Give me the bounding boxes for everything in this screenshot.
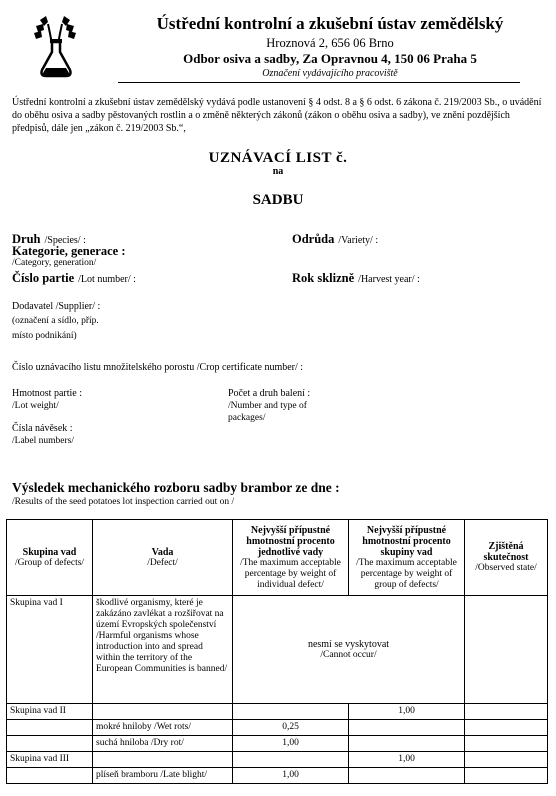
group3-observed[interactable] <box>465 752 548 768</box>
field-variety <box>292 230 378 248</box>
field-variety-label: Odrůda <box>292 232 335 246</box>
header-group-max-cz: Nejvyšší přípustné hmotnostní procento skupiny vad <box>362 524 451 558</box>
group2-label: Skupina vad II <box>7 704 93 720</box>
document-subject: SADBU <box>252 192 304 208</box>
table-row <box>7 768 548 784</box>
field-packages-label: Počet a druh balení : <box>228 388 311 399</box>
dry-rot-group-max <box>349 736 465 752</box>
issuer-note: Označení vydávajícího pracoviště <box>262 68 398 79</box>
late-blight-group <box>7 768 93 784</box>
wet-rot-group-max <box>349 720 465 736</box>
field-lot-number <box>12 269 136 287</box>
institute-logo-icon <box>26 12 86 82</box>
table-header-row <box>7 520 548 596</box>
table-row <box>7 720 548 736</box>
field-species-en: /Species/ : <box>44 235 86 246</box>
field-label-numbers-label: Čísla návěsek : <box>12 423 73 434</box>
group1-defect-cz: škodlivé organismy, které je zakázáno zavlékat a rozšiřovat na území Evropských společenství <box>96 598 224 630</box>
field-lot-number-en: /Lot number/ : <box>78 274 136 285</box>
table-row <box>7 596 548 704</box>
dry-rot-value: 1,00 <box>233 736 349 752</box>
field-supplier-note2: místo podnikání) <box>12 331 77 341</box>
header-group-en: /Group of defects/ <box>14 557 85 568</box>
institute-address: Hroznová 2, 656 06 Brno <box>266 36 394 50</box>
group2-total: 1,00 <box>349 704 465 720</box>
group1-value-cz: nesmí se vyskytovat <box>307 638 390 650</box>
defects-table <box>6 519 548 784</box>
header-individual-max-en: /The maximum acceptable percentage by weight of individual defect/ <box>240 557 341 590</box>
group1-defect-en: /Harmful organisms whose introduction into and spread within the territory of the European Communities is banned/ <box>96 631 228 674</box>
field-harvest-year-label: Rok sklizně <box>292 271 355 285</box>
group3-individual <box>233 752 349 768</box>
field-crop-certificate-label: Číslo uznávacího listu množitelského porostu /Crop certificate number/ : <box>12 362 304 373</box>
field-harvest-year <box>292 269 420 287</box>
group3-total: 1,00 <box>349 752 465 768</box>
field-category-label: Kategorie, generace : <box>12 244 126 258</box>
header-divider <box>118 82 520 83</box>
field-supplier-note1: (označení a sídlo, příp. <box>12 316 99 326</box>
header-observed <box>465 520 548 596</box>
header-group-max-en: /The maximum acceptable percentage by weight of group of defects/ <box>356 557 457 590</box>
table-row <box>7 752 548 768</box>
field-lot-number-label: Číslo partie <box>12 271 75 285</box>
group2-observed[interactable] <box>465 704 548 720</box>
field-lot-weight-en: /Lot weight/ <box>12 401 59 411</box>
wet-rot-group <box>7 720 93 736</box>
field-species-label: Druh <box>12 232 41 246</box>
header-defect-cz: Vada <box>151 546 174 558</box>
header-observed-en: /Observed state/ <box>475 563 537 573</box>
header-individual-max-cz: Nejvyšší přípustné hmotnostní procento jednotlivé vady <box>246 524 335 558</box>
wet-rot-value: 0,25 <box>233 720 349 736</box>
section-title: Výsledek mechanického rozboru sadby brambor ze dne : <box>12 480 340 495</box>
wet-rot-defect: mokré hniloby /Wet rots/ <box>93 720 233 736</box>
header-group-cz: Skupina vad <box>22 546 77 558</box>
group1-observed[interactable] <box>465 596 548 704</box>
group1-label: Skupina vad I <box>7 596 93 704</box>
header-defect <box>93 520 233 596</box>
group1-value <box>233 596 465 704</box>
group2-defect <box>93 704 233 720</box>
group3-label: Skupina vad III <box>7 752 93 768</box>
late-blight-defect: plíseň bramboru /Late blight/ <box>93 768 233 784</box>
table-row <box>7 736 548 752</box>
section-title-en: /Results of the seed potatoes lot inspection carried out on / <box>12 497 235 507</box>
field-harvest-year-en: /Harvest year/ : <box>358 274 420 285</box>
institute-name: Ústřední kontrolní a zkušební ústav zemědělský <box>156 14 504 33</box>
header-defect-en: /Defect/ <box>147 557 178 568</box>
late-blight-value: 1,00 <box>233 768 349 784</box>
field-label-numbers-en: /Label numbers/ <box>12 436 74 446</box>
header-observed-cz: Zjištěná skutečnost <box>483 541 529 563</box>
field-variety-en: /Variety/ : <box>338 235 379 246</box>
department-address: Odbor osiva a sadby, Za Opravnou 4, 150 06 Praha 5 <box>183 51 477 66</box>
late-blight-group-max <box>349 768 465 784</box>
dry-rot-observed[interactable] <box>465 736 548 752</box>
header-individual-max <box>233 520 349 596</box>
group2-individual <box>233 704 349 720</box>
table-row <box>7 704 548 720</box>
document-title: UZNÁVACÍ LIST č. <box>208 150 348 166</box>
field-packages-en1: /Number and type of <box>228 401 307 411</box>
header-group <box>7 520 93 596</box>
group3-defect <box>93 752 233 768</box>
header-group-max <box>349 520 465 596</box>
field-supplier-label: Dodavatel /Supplier/ : <box>12 301 101 312</box>
dry-rot-defect: suchá hniloba /Dry rot/ <box>93 736 233 752</box>
wet-rot-observed[interactable] <box>465 720 548 736</box>
group1-value-en: /Cannot occur/ <box>320 649 377 660</box>
late-blight-observed[interactable] <box>465 768 548 784</box>
document-title-na: na <box>272 166 284 177</box>
dry-rot-group <box>7 736 93 752</box>
field-lot-weight-label: Hmotnost partie : <box>12 388 82 399</box>
field-category-en: /Category, generation/ <box>12 258 97 268</box>
group1-defect <box>93 596 233 704</box>
intro-paragraph: Ústřední kontrolní a zkušební ústav zemědělský vydává podle ustanovení § 4 odst. 8 a § 6 odst. 6 zákona č. 219/2003 Sb., o uvádění do oběhu osiva a sadby pěstovaných rostlin a o změně některých zákonů (zákon o oběhu osiva a sadby), ve znění pozdějších předpisů, dále jen „zákon č. 219/2003 Sb.“, <box>12 97 542 134</box>
field-packages-en2: packages/ <box>228 413 266 423</box>
